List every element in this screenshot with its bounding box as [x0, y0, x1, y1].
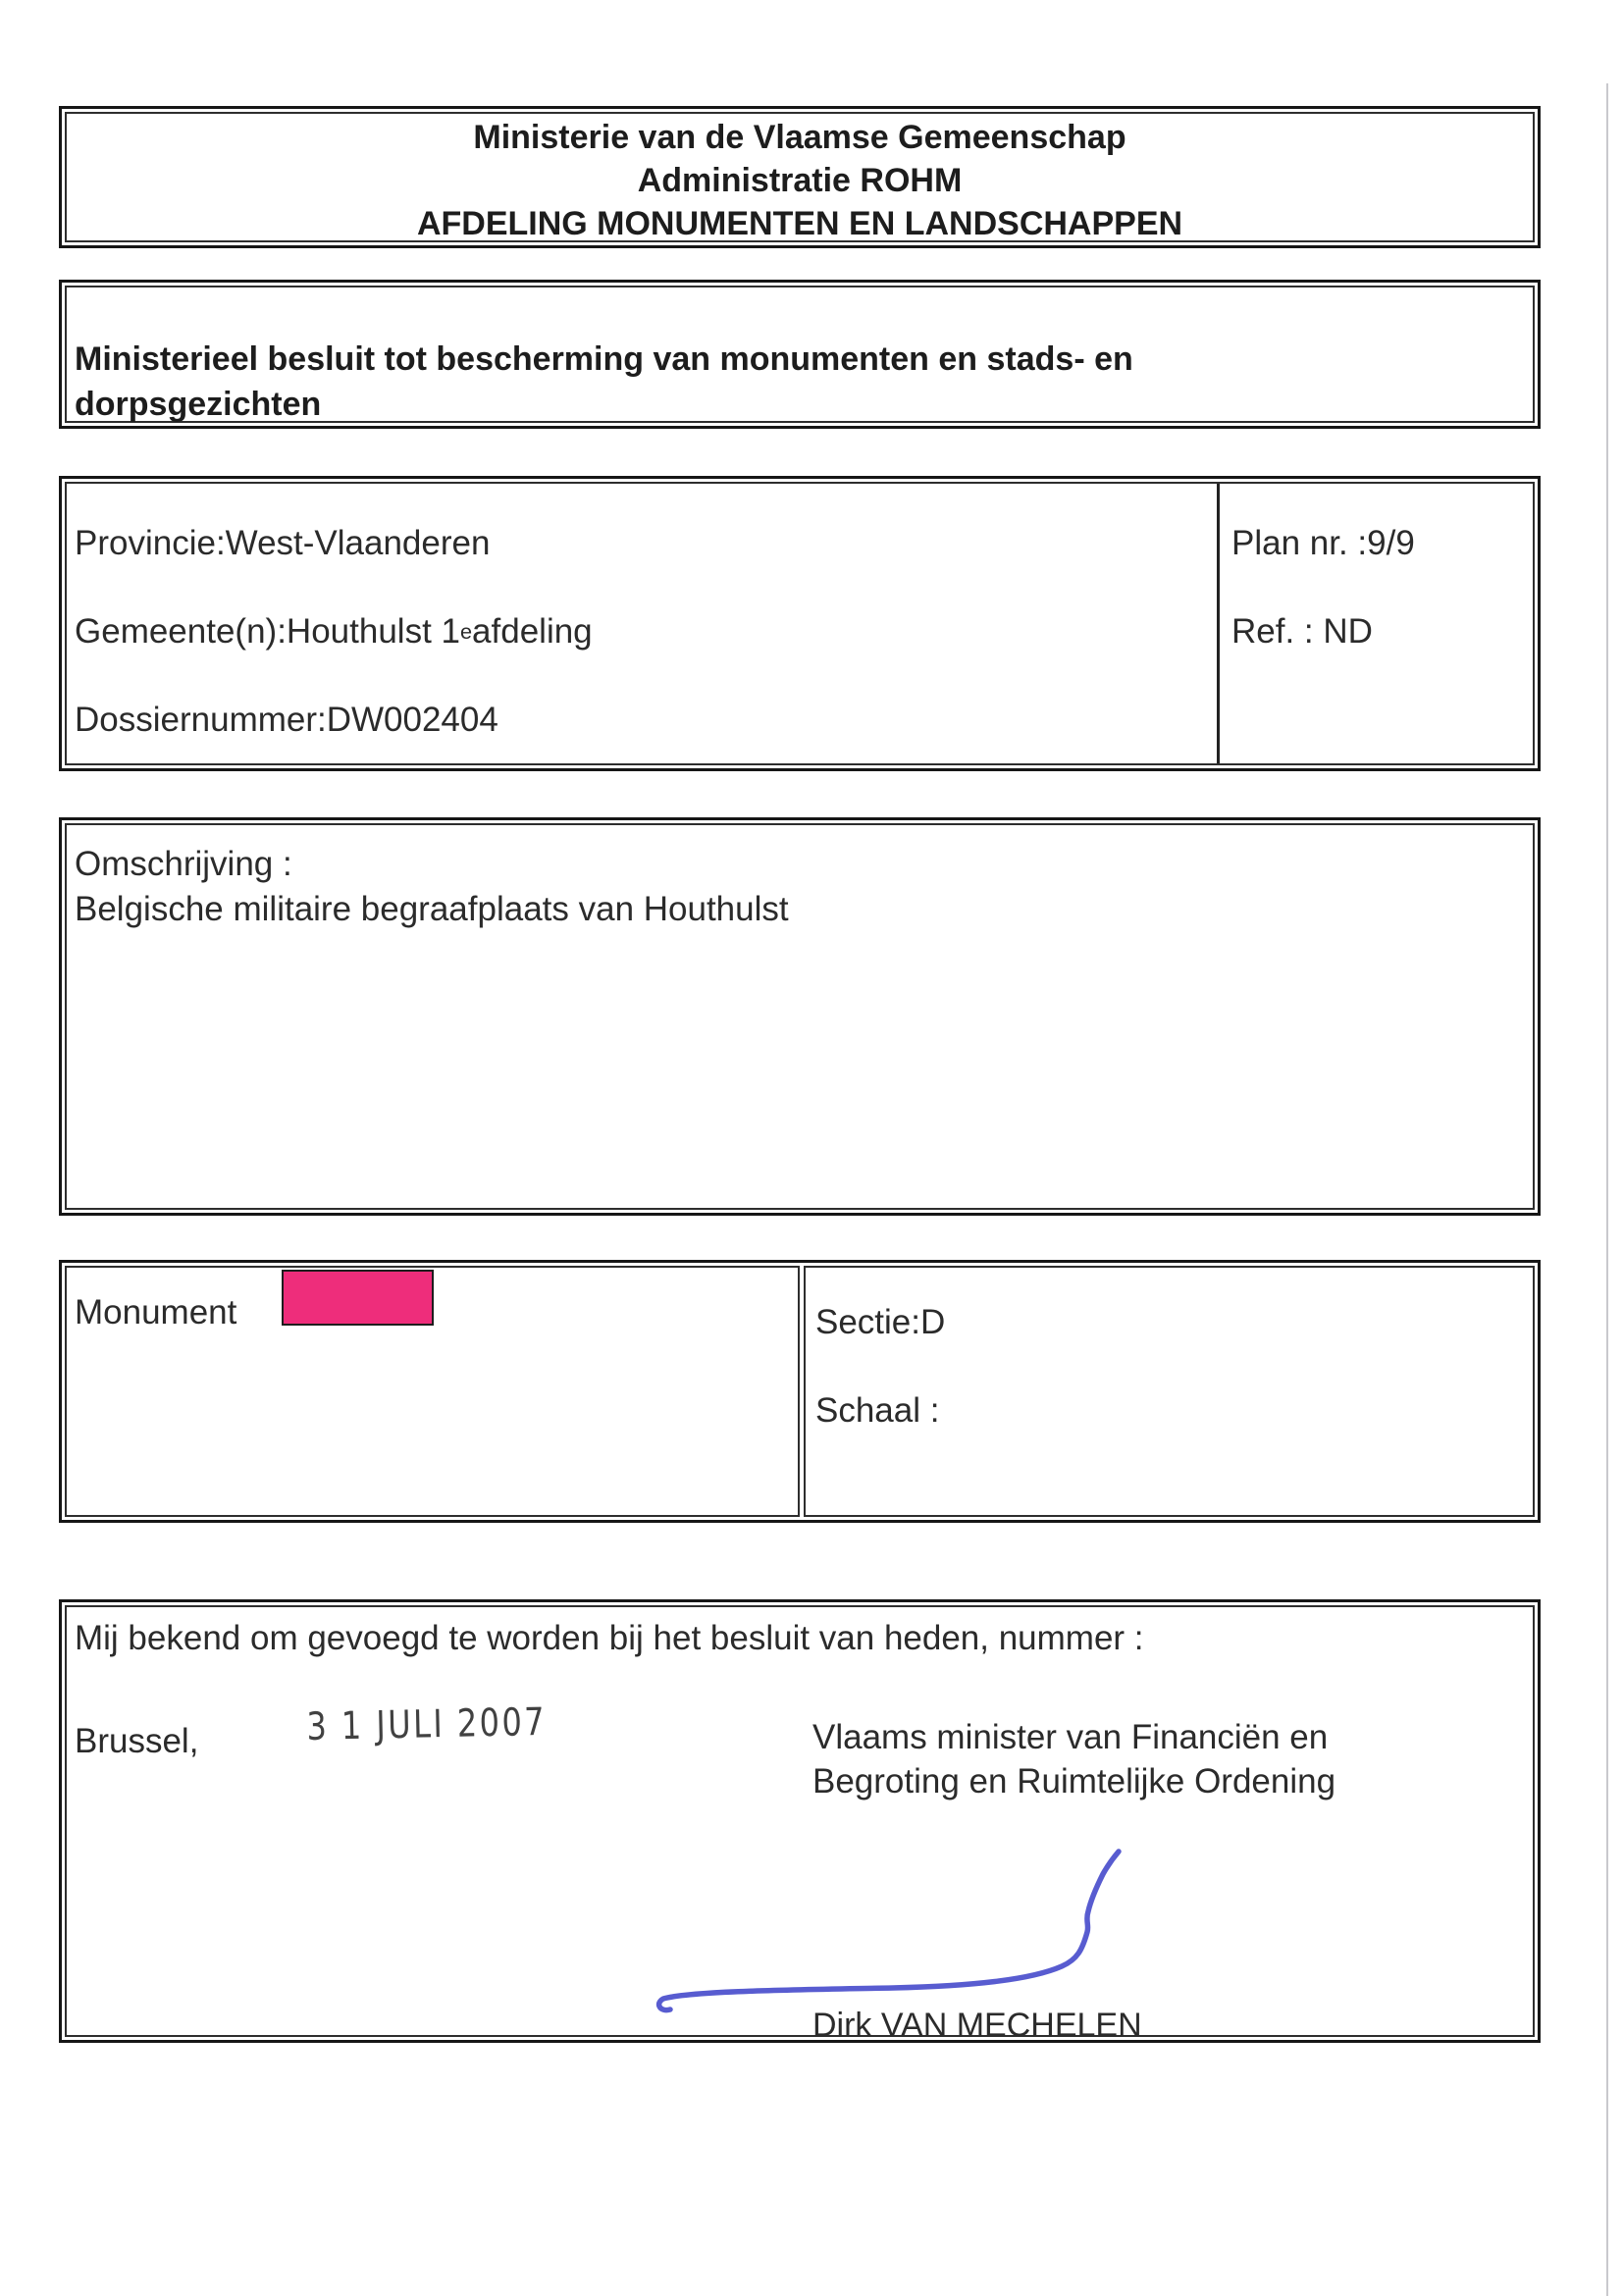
schaal-field: Schaal :	[815, 1391, 940, 1430]
ministry-header-box	[59, 106, 1541, 248]
description-label: Omschrijving :	[75, 845, 292, 883]
description-value: Belgische militaire begraafplaats van Houthulst	[75, 890, 789, 928]
decree-title: Ministerieel besluit tot bescherming van monumenten en stads- en dorpsgezichten	[75, 340, 1133, 423]
sectie-schaal-pane	[804, 1266, 1535, 1517]
legend-box	[59, 1260, 1541, 1523]
ministry-name: Ministerie van de Vlaamse Gemeenschap	[473, 119, 1126, 156]
scan-edge-artifact	[1606, 83, 1608, 2296]
gemeente-suffix-text: afdeling	[472, 612, 593, 651]
dossier-info-left-column	[67, 484, 1217, 763]
decree-title-box	[59, 280, 1541, 429]
signature	[638, 1830, 1138, 2016]
dossiernummer-field: Dossiernummer:DW002404	[75, 701, 498, 739]
division-name: AFDELING MONUMENTEN EN LANDSCHAPPEN	[416, 205, 1183, 242]
closing-statement: Mij bekend om gevoegd te worden bij het besluit van heden, nummer :	[75, 1619, 1144, 1657]
minister-title-line2: Begroting en Ruimtelijke Ordening	[812, 1762, 1336, 1800]
dossier-info-right-column	[1217, 484, 1533, 763]
plan-nr-field: Plan nr. :9/9	[1231, 524, 1415, 562]
minister-title	[812, 1715, 1335, 1803]
ref-field: Ref. : ND	[1231, 612, 1373, 651]
dossier-info-box	[59, 476, 1541, 771]
minister-title-line1: Vlaams minister van Financiën en	[812, 1718, 1329, 1756]
gemeente-text: Gemeente(n):Houthulst 1	[75, 612, 460, 651]
closing-box	[59, 1599, 1541, 2043]
date-stamp: 3 1 JULI 2007	[306, 1699, 548, 1749]
place-label: Brussel,	[75, 1722, 199, 1760]
gemeente-field: Gemeente(n):Houthulst 1 e afdeling	[75, 612, 593, 651]
signature-stroke-svg	[638, 1830, 1138, 2016]
signature-stroke	[659, 1852, 1119, 2010]
description-box	[59, 817, 1541, 1216]
monument-label: Monument	[75, 1293, 237, 1331]
signer-name: Dirk VAN MECHELEN	[812, 2007, 1142, 2044]
provincie-field: Provincie:West-Vlaanderen	[75, 524, 491, 562]
sectie-field: Sectie:D	[815, 1303, 946, 1341]
administration-name: Administratie ROHM	[637, 162, 963, 199]
monument-color-swatch	[282, 1270, 434, 1326]
